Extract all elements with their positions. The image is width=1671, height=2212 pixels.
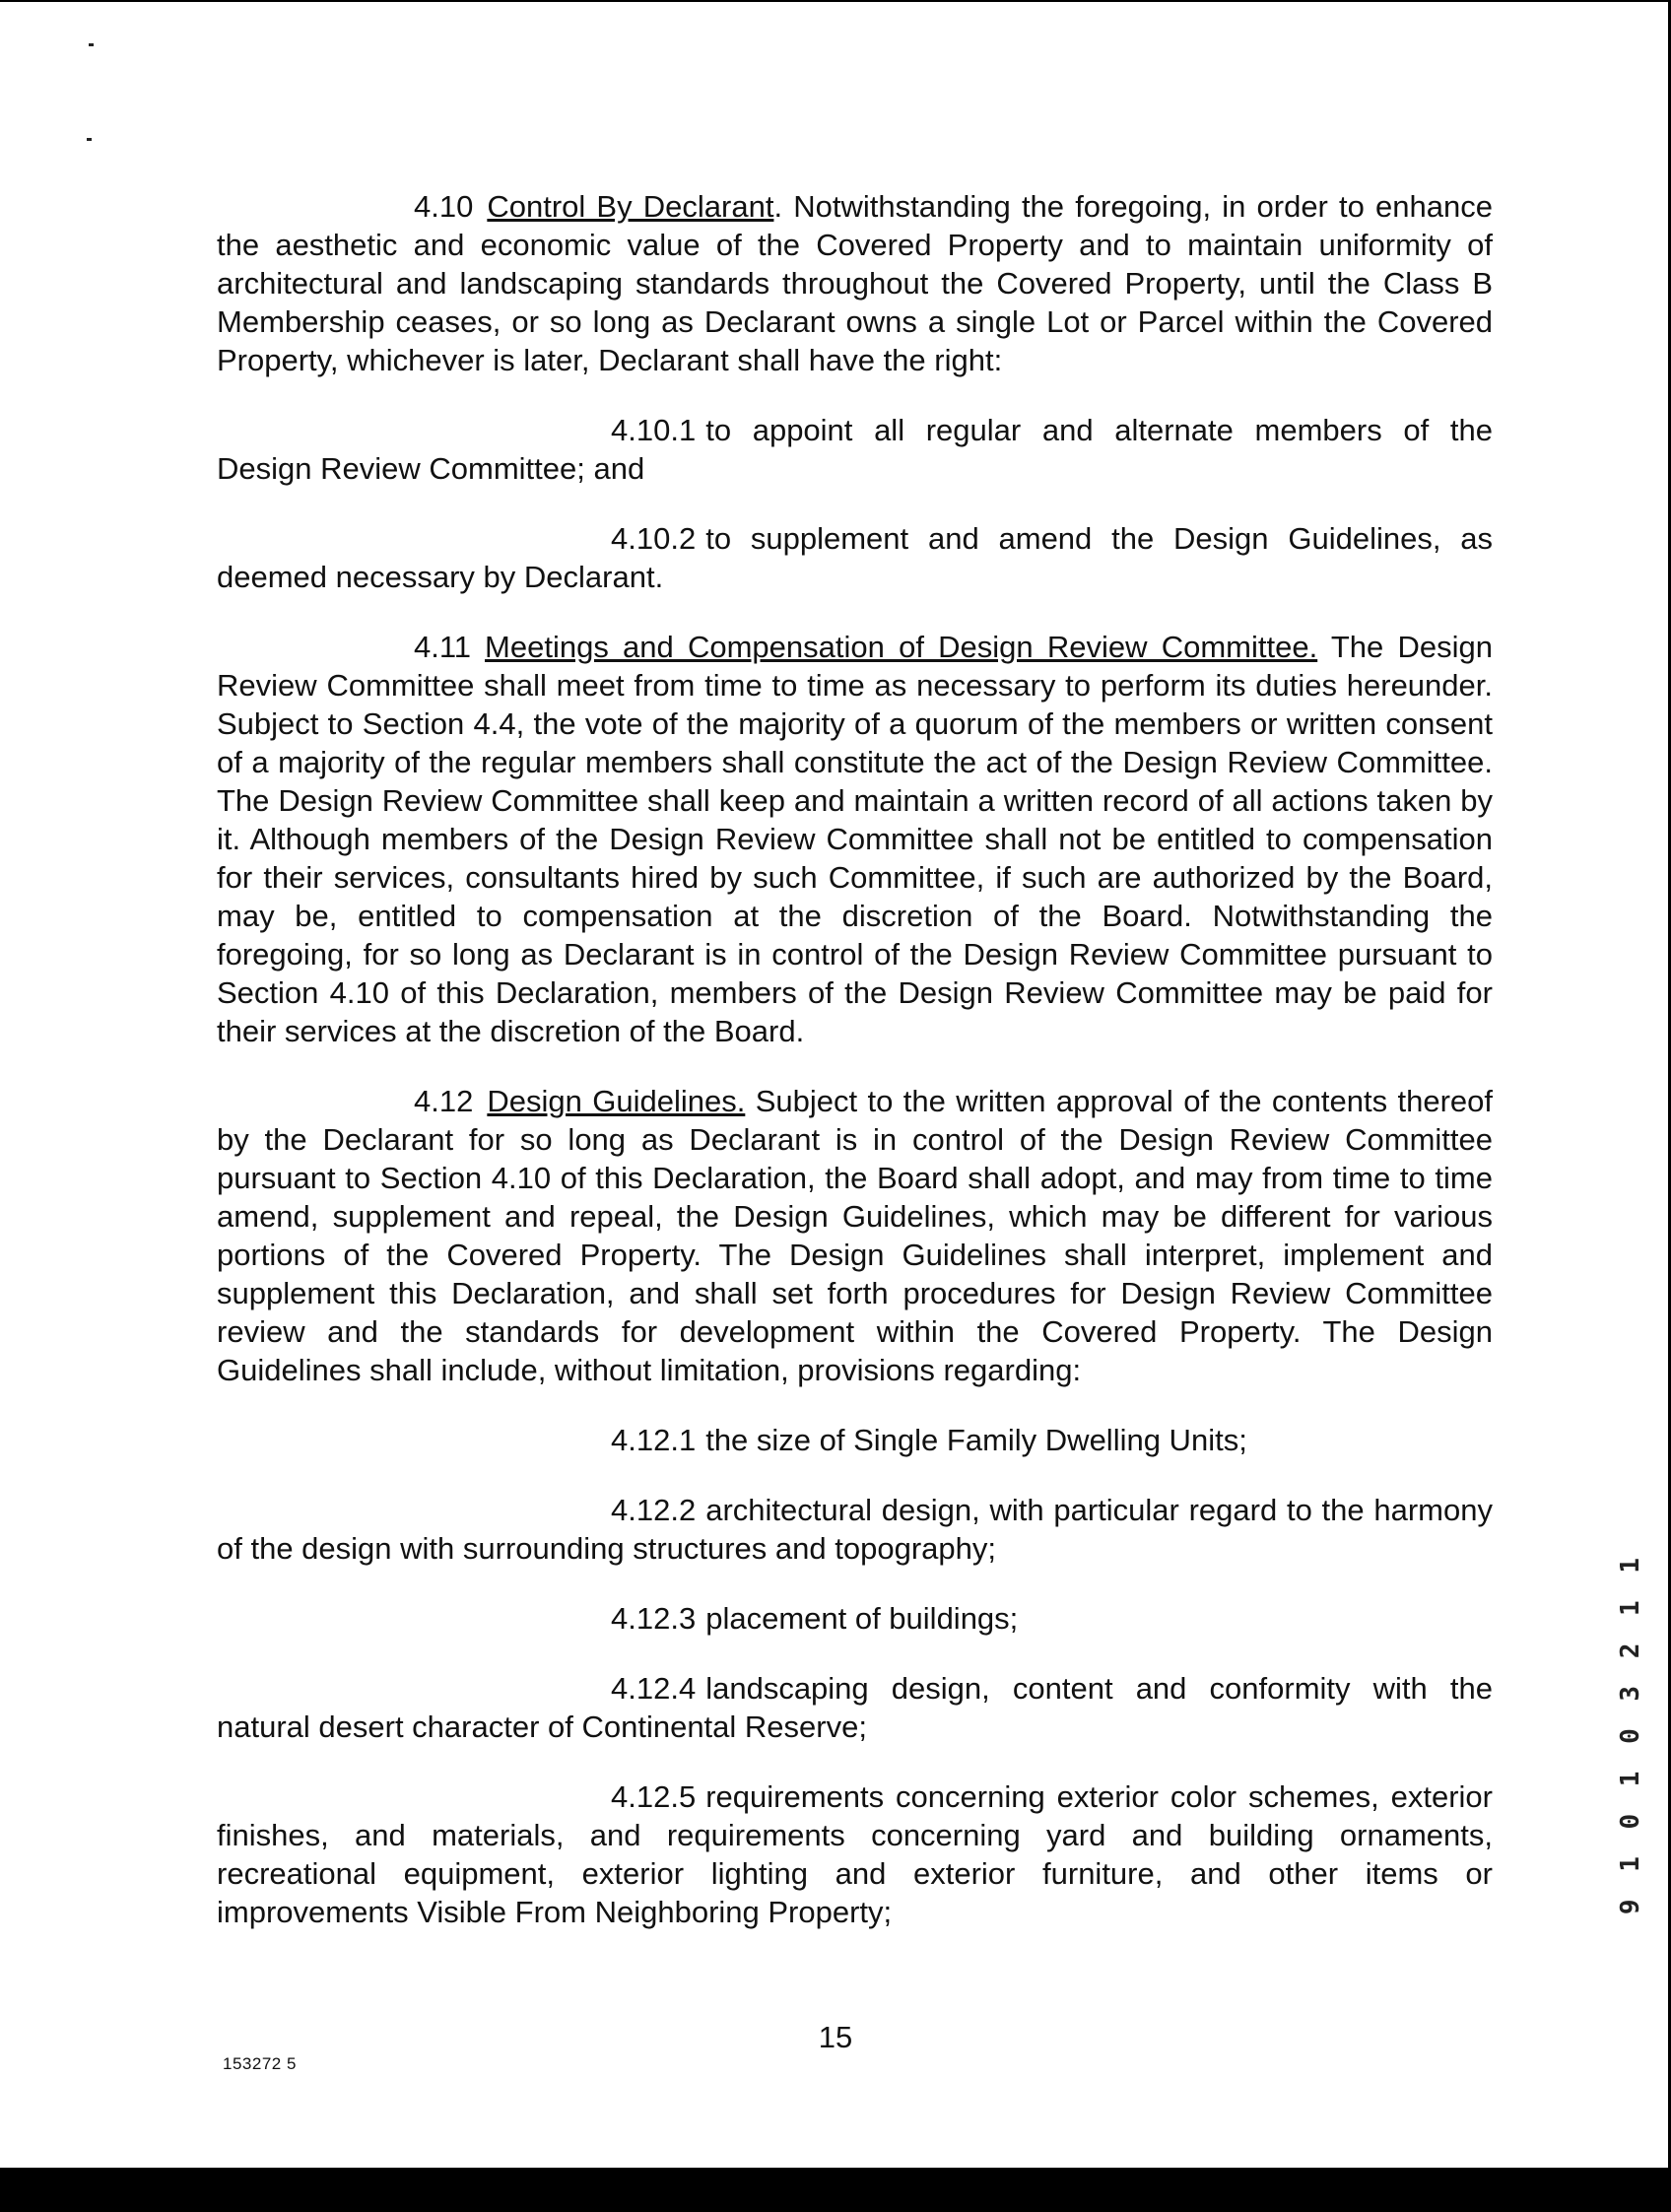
subsection-number: 4.12.4 [611,1671,697,1706]
subsection-text: landscaping design, content and conformity with the natural desert character of Continental Reserve; [217,1671,1493,1744]
document-body [217,187,1493,1963]
subsection-number: 4.12.3 [611,1601,697,1636]
subsection-4-10-2 [217,519,1493,596]
section-4-10 [217,187,1493,379]
section-number: 4.12 [414,1084,474,1118]
section-4-11 [217,628,1493,1050]
subsection-text: requirements concerning exterior color schemes, exterior finishes, and materials, and requirements concerning yard and building ornaments, recreational equipment, exterior lighting and exterior furniture, and other items or improvements Visible From Neighboring Property; [217,1779,1493,1929]
top-border [0,0,1671,2]
recording-stamp: 9 1 0 1 0 3 2 1 1 [1616,1552,1645,1915]
section-text: The Design Review Committee shall meet from time to time as necessary to perform its duties hereunder. Subject to Section 4.4, the vote of the majority of a quorum of the members or written consent of a majority of the regular members shall constitute the act of the Design Review Committee. The Design Review Committee shall keep and maintain a written record of all actions taken by it. Although members of the Design Review Committee shall not be entitled to compensation for their services, consultants hired by such Committee, if such are authorized by the Board, may be, entitled to compensation at the discretion of the Board. Notwithstanding the foregoing, for so long as Declarant is in control of the Design Review Committee pursuant to Section 4.10 of this Declaration, members of the Design Review Committee may be paid for their services at the discretion of the Board. [217,630,1493,1048]
section-text: Notwithstanding the foregoing, in order to enhance the aesthetic and economic value of the Covered Property and to maintain uniformity of architectural and landscaping standards throughout the Covered Property, until the Class B Membership ceases, or so long as Declarant owns a single Lot or Parcel within the Covered Property, whichever is later, Declarant shall have the right: [217,189,1493,377]
subsection-4-12-1 [217,1421,1493,1459]
section-heading: Meetings and Compensation of Design Review Committee. [485,630,1318,664]
document-id: 153272 5 [223,2054,297,2073]
subsection-4-10-1 [217,411,1493,488]
subsection-number: 4.10.2 [611,521,697,556]
subsection-number: 4.12.2 [611,1493,697,1527]
heading-suffix: . [773,189,783,224]
scan-speck [87,138,92,141]
section-number: 4.10 [414,189,474,224]
page-number: 15 [818,2020,853,2054]
subsection-4-12-4 [217,1669,1493,1746]
section-heading: Control By Declarant [487,189,774,224]
section-heading: Design Guidelines. [487,1084,746,1118]
section-number: 4.11 [414,630,472,664]
subsection-number: 4.12.1 [611,1423,697,1457]
subsection-text: architectural design, with particular regard to the harmony of the design with surrounding structures and topography; [217,1493,1493,1566]
subsection-text: the size of Single Family Dwelling Units; [705,1423,1247,1457]
scan-speck [89,43,94,46]
subsection-text: to supplement and amend the Design Guidelines, as deemed necessary by Declarant. [217,521,1493,594]
subsection-4-12-2 [217,1491,1493,1568]
subsection-text: to appoint all regular and alternate members of the Design Review Committee; and [217,413,1493,486]
section-text: Subject to the written approval of the contents thereof by the Declarant for so long as Declarant is in control of the Design Review Committee pursuant to Section 4.10 of this Declaration, the Board shall adopt, and may from time to time amend, supplement and repeal, the Design Guidelines, which may be different for various portions of the Covered Property. The Design Guidelines shall interpret, implement and supplement this Declaration, and shall set forth procedures for Design Review Committee review and the standards for development within the Covered Property. The Design Guidelines shall include, without limitation, provisions regarding: [217,1084,1494,1387]
bottom-scan-band [0,2168,1671,2212]
subsection-4-12-5 [217,1777,1493,1931]
subsection-text: placement of buildings; [705,1601,1019,1636]
subsection-number: 4.10.1 [611,413,697,447]
subsection-number: 4.12.5 [611,1779,697,1814]
subsection-4-12-3 [217,1599,1493,1638]
section-4-12 [217,1082,1493,1389]
